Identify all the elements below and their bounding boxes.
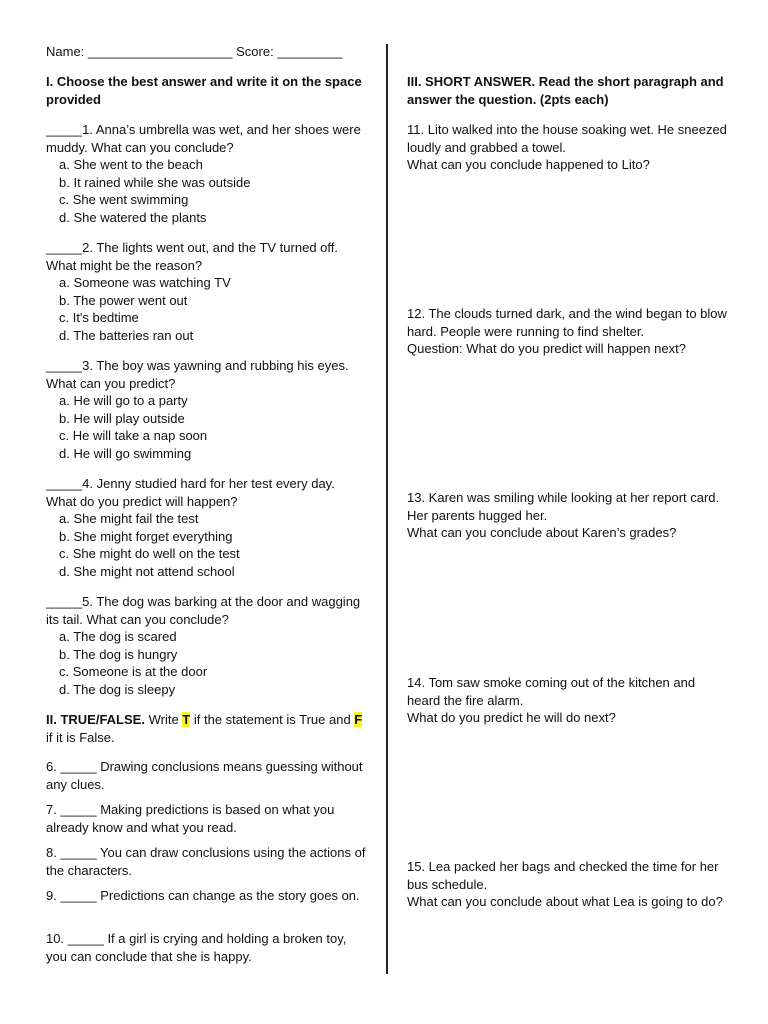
tf-item-6: 6. _____ Drawing conclusions means guessing without any clues. bbox=[46, 759, 363, 792]
tf-item-8: 8. _____ You can draw conclusions using the actions of the characters. bbox=[46, 845, 366, 878]
option-c: c. It's bedtime bbox=[59, 310, 139, 325]
option-b: b. It rained while she was outside bbox=[59, 174, 251, 190]
section2-text: Write bbox=[144, 712, 183, 727]
section1-heading: I. Choose the best answer and write it on the space provided bbox=[46, 74, 362, 107]
section2-title: II. TRUE/FALSE. bbox=[46, 712, 145, 727]
option-a: a. She might fail the test bbox=[59, 511, 199, 526]
short-answer-11 bbox=[407, 121, 727, 174]
question-3 bbox=[46, 357, 366, 462]
section2-text: if the statement is True and bbox=[190, 712, 355, 727]
question-stem: _____1. Anna’s umbrella was wet, and her shoes were muddy. What can you conclude? bbox=[46, 122, 361, 155]
paragraph: 13. Karen was smiling while looking at her report card. Her parents hugged her. bbox=[407, 490, 720, 523]
tf-item-7: 7. _____ Making predictions is based on what you already know and what you read. bbox=[46, 802, 335, 835]
option-a: a. The dog is scared bbox=[59, 629, 177, 644]
paragraph: 15. Lea packed her bags and checked the time for her bus schedule. bbox=[407, 859, 719, 892]
section3-heading: III. SHORT ANSWER. Read the short paragraph and answer the question. (2pts each) bbox=[407, 74, 724, 107]
question: Question: What do you predict will happen next? bbox=[407, 341, 686, 356]
short-answer-15 bbox=[407, 858, 727, 911]
option-b: b. The power went out bbox=[59, 292, 188, 308]
false-marker: F bbox=[354, 712, 363, 727]
question: What can you conclude about Karen’s grades? bbox=[407, 525, 677, 540]
tf-item-10: 10. _____ If a girl is crying and holding a broken toy, you can conclude that she is happy. bbox=[46, 931, 347, 964]
section2-heading bbox=[46, 711, 366, 746]
option-d: d. The dog is sleepy bbox=[59, 681, 176, 697]
question-4 bbox=[46, 475, 366, 580]
short-answer-13 bbox=[407, 489, 727, 542]
question: What can you conclude happened to Lito? bbox=[407, 157, 650, 172]
option-d: d. He will go swimming bbox=[59, 445, 192, 461]
option-b: b. He will play outside bbox=[59, 410, 185, 426]
option-c: c. He will take a nap soon bbox=[59, 428, 208, 443]
question-stem: _____4. Jenny studied hard for her test every day. What do you predict will happen? bbox=[46, 476, 335, 509]
short-answer-14 bbox=[407, 674, 727, 727]
option-b: b. The dog is hungry bbox=[59, 646, 178, 662]
question-5 bbox=[46, 593, 366, 698]
question-stem: _____3. The boy was yawning and rubbing his eyes. What can you predict? bbox=[46, 358, 349, 391]
section2-text: if it is False. bbox=[46, 729, 115, 745]
option-b: b. She might forget everything bbox=[59, 528, 233, 544]
paragraph: 12. The clouds turned dark, and the wind began to blow hard. People were running to find shelter. bbox=[407, 306, 727, 339]
question-stem: _____5. The dog was barking at the door and wagging its tail. What can you conclude? bbox=[46, 594, 361, 627]
tf-item-9: 9. _____ Predictions can change as the story goes on. bbox=[46, 888, 360, 903]
option-d: d. The batteries ran out bbox=[59, 327, 194, 343]
option-d: d. She might not attend school bbox=[59, 563, 235, 579]
question: What can you conclude about what Lea is going to do? bbox=[407, 894, 723, 909]
column-divider bbox=[386, 44, 388, 974]
option-d: d. She watered the plants bbox=[59, 209, 207, 225]
question-2 bbox=[46, 239, 366, 344]
option-a: a. He will go to a party bbox=[59, 393, 188, 408]
paragraph: 11. Lito walked into the house soaking wet. He sneezed loudly and grabbed a towel. bbox=[407, 122, 727, 155]
question-stem: _____2. The lights went out, and the TV turned off. What might be the reason? bbox=[46, 240, 338, 273]
question-1 bbox=[46, 121, 366, 226]
short-answer-12 bbox=[407, 305, 727, 358]
option-c: c. She went swimming bbox=[59, 192, 189, 207]
paragraph: 14. Tom saw smoke coming out of the kitchen and heard the fire alarm. bbox=[407, 675, 696, 708]
option-a: a. Someone was watching TV bbox=[59, 275, 231, 290]
question: What do you predict he will do next? bbox=[407, 710, 616, 725]
name-score-line: Name: ____________________ Score: _________ bbox=[46, 44, 343, 59]
option-a: a. She went to the beach bbox=[59, 157, 203, 172]
option-c: c. She might do well on the test bbox=[59, 546, 240, 561]
option-c: c. Someone is at the door bbox=[59, 664, 208, 679]
true-marker: T bbox=[182, 712, 191, 727]
